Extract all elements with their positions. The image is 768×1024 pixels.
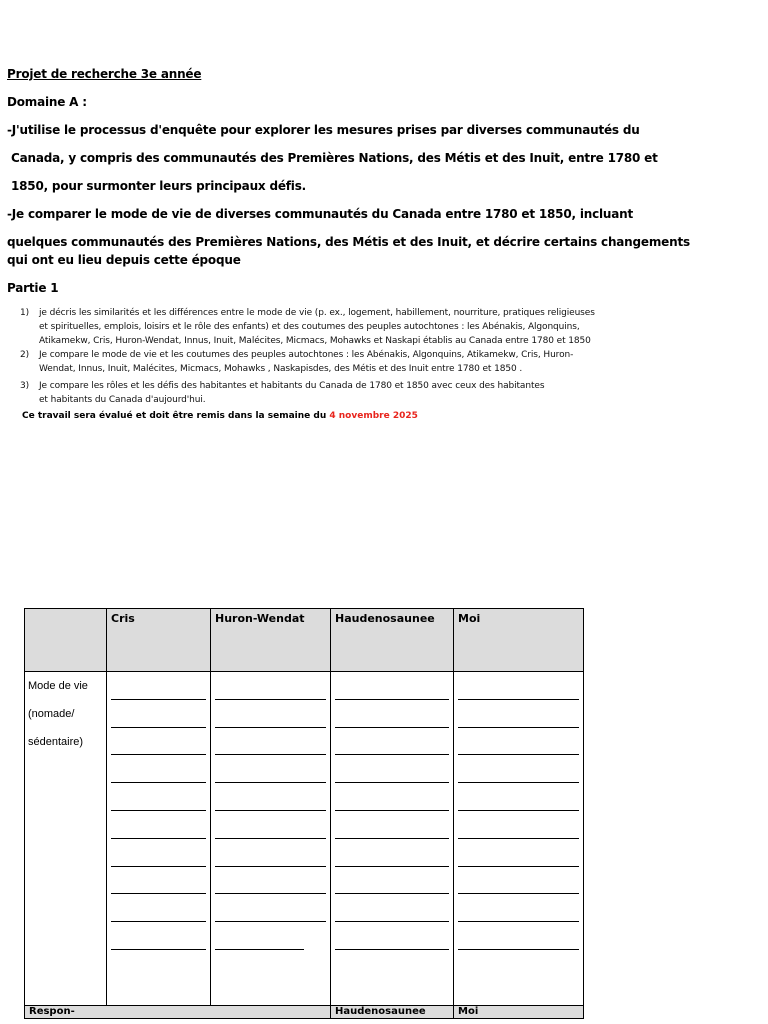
answer-cell[interactable] [454,672,584,1006]
header-cell: Haudenosaunee [331,609,454,672]
answer-cell[interactable] [107,672,211,1006]
answer-lines[interactable] [331,672,453,950]
list-text: et spirituelles, emplois, loisirs et le rôle des enfants) et des coutumes des peuples autochtones : les Abénakis, Algonquins, [39,322,580,332]
objective-line-6: qui ont eu lieu depuis cette époque [7,253,241,267]
document-title: Projet de recherche 3e année [7,67,202,81]
row-label: Mode de vie [28,680,88,692]
list-number: 2) [20,350,30,360]
objective-line-4: -Je comparer le mode de vie de diverses communautés du Canada entre 1780 et 1850, incluant [7,207,634,221]
answer-lines[interactable] [454,672,583,950]
header-cell: Huron-Wendat [211,609,331,672]
objective-line-1: -J'utilise le processus d'enquête pour explorer les mesures prises par diverses communautés du [7,123,640,137]
objective-line-2: Canada, y compris des communautés des Premières Nations, des Métis et des Inuit, entre 1780 et [11,151,658,165]
list-text: et habitants du Canada d'aujourd'hui. [39,395,206,405]
answer-cell[interactable] [331,672,454,1006]
footer-cell: Respon- [25,1006,331,1019]
domain-heading: Domaine A : [7,95,87,109]
table-header-row [25,609,584,672]
list-number: 1) [20,308,30,318]
row-label: (nomade/ [28,708,75,720]
table-footer-row [25,1006,584,1019]
due-date: 4 novembre 2025 [329,411,418,421]
answer-lines[interactable] [211,672,330,950]
row-label-cell [25,672,107,1006]
header-cell [25,609,107,672]
footer-cell: Haudenosaunee [331,1006,454,1019]
part-heading: Partie 1 [7,281,59,295]
table-row [25,672,584,1006]
list-text: je décris les similarités et les différences entre le mode de vie (p. ex., logement, habillement, nourriture, pratiques religieuses [39,308,595,318]
due-date-prefix: Ce travail sera évalué et doit être remis dans la semaine du [22,411,330,421]
row-label: sédentaire) [28,736,84,748]
list-text: Je compare le mode de vie et les coutumes des peuples autochtones : les Abénakis, Algonquins, Atikamekw, Cris, Huron- [39,350,574,360]
comparison-table [24,608,584,1019]
list-text: Atikamekw, Cris, Huron-Wendat, Innus, Inuit, Malécites, Micmacs, Mohawks et Naskapi établis au Canada entre 1780 et 1850 [39,336,591,346]
answer-cell[interactable] [211,672,331,1006]
objective-line-5: quelques communautés des Premières Nations, des Métis et des Inuit, et décrire certains changements [7,235,690,249]
list-number: 3) [20,381,30,391]
due-date-note [22,411,418,421]
header-cell: Cris [107,609,211,672]
list-text: Wendat, Innus, Inuit, Malécites, Micmacs, Mohawks , Naskapisdes, des Métis et des Inuit entre 1780 et 1850 . [39,364,523,374]
objective-line-3: 1850, pour surmonter leurs principaux défis. [11,179,307,193]
list-text: Je compare les rôles et les défis des habitantes et habitants du Canada de 1780 et 1850 avec ceux des habitantes [39,381,545,391]
answer-lines[interactable] [107,672,210,950]
footer-cell: Moi [454,1006,584,1019]
header-cell: Moi [454,609,584,672]
